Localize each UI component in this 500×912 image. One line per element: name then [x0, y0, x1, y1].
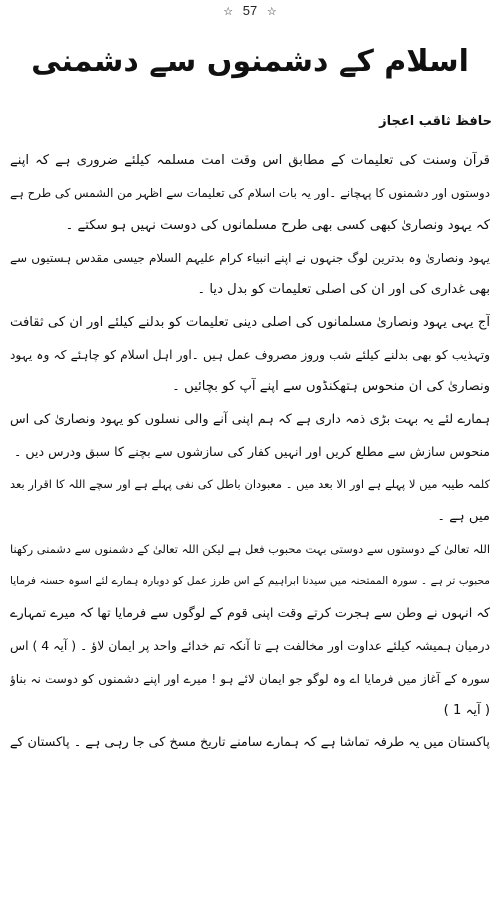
body-line: محبوب تر ہے ۔ سورہ الممتحنہ میں سیدنا ابراہیم کے اس طرز عمل کو دوبارہ ہمارے لئے اسوہ حسنہ فرمایا — [10, 575, 490, 588]
body-line: کلمہ طیبہ میں لا پہلے ہے اور الا بعد میں ۔ معبودان باطل کی نفی پہلے ہے اور سچے اللہ کا اقرار بعد — [10, 477, 490, 492]
body-line: ہمارے لئے یہ بہت بڑی ذمہ داری ہے کہ ہم اپنی آنے والی نسلوں کو یہود ونصاریٰ کی اس — [10, 411, 490, 427]
body-line: پاکستان میں یہ طرفہ تماشا ہے کہ ہمارے سامنے تاریخ مسخ کی جا رہی ہے ۔ پاکستان کے — [10, 735, 490, 751]
star-icon: ☆ — [223, 6, 234, 18]
body-line: ونصاریٰ کی ان منحوس ہتھکنڈوں سے اپنے آپ کو بچائیں ۔ — [172, 379, 490, 395]
star-icon: ☆ — [266, 6, 277, 18]
body-line: اللہ تعالیٰ کے دوستوں سے دوستی بہت محبوب فعل ہے لیکن اللہ تعالیٰ کے دشمنوں سے دشمنی رکھنا — [10, 542, 490, 557]
body-line: میں ہے ۔ — [437, 508, 490, 524]
body-line: درمیان ہمیشہ کیلئے عداوت اور مخالفت ہے تا آنکہ تم خدائے واحد پر ایمان لاؤ ۔ ( آیہ 4 ) اس — [10, 638, 490, 654]
body-line: منحوس سازش سے مطلع کریں اور انہیں کفار کی سازشوں سے بچنے کا سبق ودرس دیں ۔ — [13, 444, 490, 460]
body-line: یہود ونصاریٰ وہ بدترین لوگ جنہوں نے اپنے انبیاء کرام علیہم السلام جیسی مقدس ہستیوں سے — [10, 251, 490, 266]
body-line: کہ انہوں نے وطن سے ہجرت کرتے وقت اپنی قوم کے لوگوں سے فرمایا تھا کہ میرے تمہارے — [10, 605, 490, 621]
body-line: بھی غداری کی اور ان کی اصلی تعلیمات کو بدل دیا ۔ — [197, 282, 490, 298]
body-line: ( آیہ 1 ) — [443, 702, 490, 718]
body-line: وتہذیب کو بھی بدلنے کیلئے شب وروز مصروف عمل ہیں ۔اور اہل اسلام کو چاہئے کہ وہ یہود — [10, 348, 490, 363]
body-line: قرآن وسنت کی تعلیمات کے مطابق اس وقت امت مسلمہ کیلئے ضروری ہے کہ اپنے — [10, 153, 490, 168]
page-number: 57 — [242, 3, 258, 18]
body-line: دوستوں اور دشمنوں کا پہچانے ۔اور یہ بات اسلام کی تعلیمات سے اظہر من الشمس کی طرح ہے — [10, 186, 490, 201]
article-title: اسلام کے دشمنوں سے دشمنی — [31, 44, 469, 79]
body-line: آج یہی یہود ونصاریٰ مسلمانوں کی اصلی دینی تعلیمات کو بدلنے کیلئے اور ان کی ثقافت — [10, 314, 490, 330]
author-name: حافظ ثاقب اعجاز — [379, 114, 492, 129]
body-line: سورہ کے آغاز میں فرمایا اے وہ لوگو جو ایمان لائے ہو ! میرے اور اپنے دشمنوں کو دوست نہ بناؤ — [10, 671, 490, 686]
article-body — [10, 145, 490, 760]
page-number-header — [0, 2, 500, 21]
body-line: کہ یہود ونصاریٰ کبھی کسی بھی طرح مسلمانوں کی دوست نہیں ہو سکتے ۔ — [65, 217, 490, 233]
